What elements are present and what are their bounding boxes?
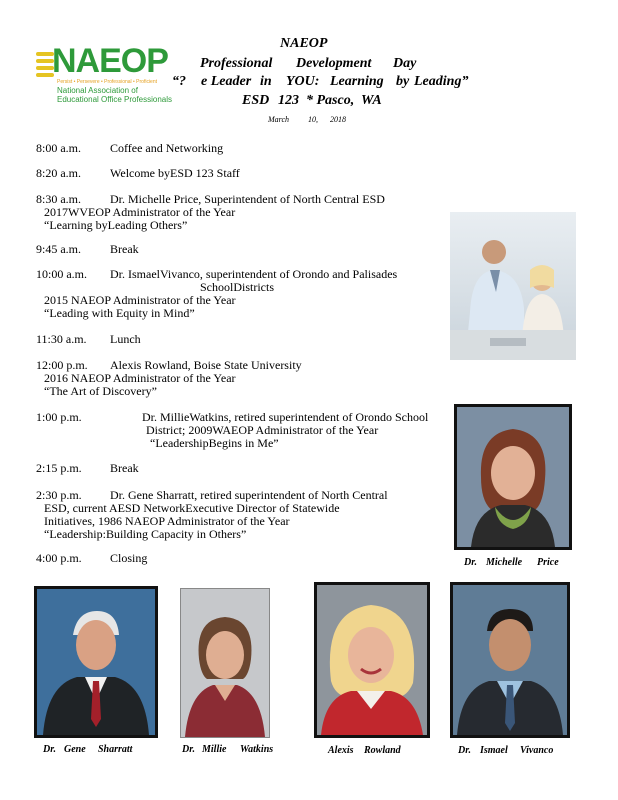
portrait-millie-watkins [180,588,270,738]
header-date-word: March [268,115,290,124]
office-meeting-photo [450,212,576,360]
schedule-time: 4:00 p.m. [36,551,82,565]
logo-name: NAEOP [52,42,168,80]
schedule-text: “Leadership:Building Capacity in Others” [44,527,247,541]
header-title-word: Professional [200,56,273,71]
portrait-michelle-price [454,404,572,550]
schedule-text: SchoolDistricts [200,280,274,294]
caption-word: Sharratt [98,744,133,755]
header-location-word: 123 [278,93,299,108]
header-location-word: * Pasco, [306,93,355,108]
schedule-text: Alexis Rowland, Boise State University [110,358,302,372]
schedule-text: Initiatives, 1986 NAEOP Administrator of the Year [44,514,290,528]
schedule-text: Break [110,461,139,475]
schedule-text: Lunch [110,332,141,346]
schedule-text: District; 2009WAEOP Administrator of the Year [146,423,379,437]
header-location-word: ESD [242,93,270,108]
schedule-text: 2017WVEOP Administrator of the Year [44,205,236,219]
header-theme-word: e Leader [201,74,252,89]
caption-word: Price [537,557,559,568]
schedule-time: 8:20 a.m. [36,166,81,180]
logo-tagline: Persist • Persevere • Professional • Proficient [57,79,158,85]
caption-word: Watkins [240,744,274,755]
caption-word: Dr. [182,744,196,755]
portrait-ismael-vivanco [450,582,570,738]
schedule-text: Coffee and Networking [110,141,224,155]
caption-word: Michelle [486,557,523,568]
caption-word: Vivanco [520,745,554,756]
schedule-time: 2:15 p.m. [36,461,82,475]
schedule-text: Dr. MillieWatkins, retired superintendent of Orondo School [142,410,429,424]
portrait-gene-sharratt [34,586,158,738]
schedule-time: 8:30 a.m. [36,192,81,206]
logo-subtitle-line: National Association of [57,86,138,95]
schedule-time: 8:00 a.m. [36,141,81,155]
header-theme-word: in [260,74,272,89]
schedule-text: Dr. Gene Sharratt, retired superintendent of North Central [110,488,388,502]
caption-word: Rowland [364,745,401,756]
header-title-word: Development [296,56,372,71]
header-theme-word: Learning [330,74,384,89]
header-date-word: 2018 [330,115,346,124]
portrait-alexis-rowland [314,582,430,738]
schedule-text: Break [110,242,139,256]
caption-word: Alexis [328,745,354,756]
caption-word: Millie [202,744,227,755]
header-theme-word: Leading” [414,74,469,89]
schedule-time: 1:00 p.m. [36,410,82,424]
logo-subtitle [57,86,187,104]
header-theme-word: “? [172,74,186,89]
schedule-time: 2:30 p.m. [36,488,82,502]
caption-word: Gene [64,744,86,755]
schedule-text: Welcome byESD 123 Staff [110,166,240,180]
header-title-word: Day [393,56,417,71]
schedule-text: Closing [110,551,148,565]
caption-word: Ismael [480,745,508,756]
schedule-text: 2016 NAEOP Administrator of the Year [44,371,236,385]
header-date-word: 10, [308,115,318,124]
schedule-text: Dr. IsmaelVivanco, superintendent of Orondo and Palisades [110,267,398,281]
header-theme-word: by [396,74,410,89]
header-org: NAEOP [280,36,328,51]
schedule-text: Dr. Michelle Price, Superintendent of North Central ESD [110,192,385,206]
schedule-text: “Learning byLeading Others” [44,218,188,232]
schedule-text: 2015 NAEOP Administrator of the Year [44,293,236,307]
logo-subtitle-line: Educational Office Professionals [57,95,173,104]
schedule-time: 10:00 a.m. [36,267,87,281]
schedule-text: “Leading with Equity in Mind” [44,306,195,320]
caption-word: Dr. [43,744,57,755]
schedule-text: “The Art of Discovery” [44,384,157,398]
schedule-text: ESD, current AESD NetworkExecutive Director of Statewide [44,501,340,515]
header-location-word: WA [361,93,382,108]
caption-word: Dr. [464,557,478,568]
header-theme-word: YOU: [286,74,320,89]
caption-word: Dr. [458,745,472,756]
schedule-text: “LeadershipBegins in Me” [150,436,279,450]
schedule-time: 11:30 a.m. [36,332,87,346]
schedule-time: 12:00 p.m. [36,358,88,372]
schedule-time: 9:45 a.m. [36,242,81,256]
